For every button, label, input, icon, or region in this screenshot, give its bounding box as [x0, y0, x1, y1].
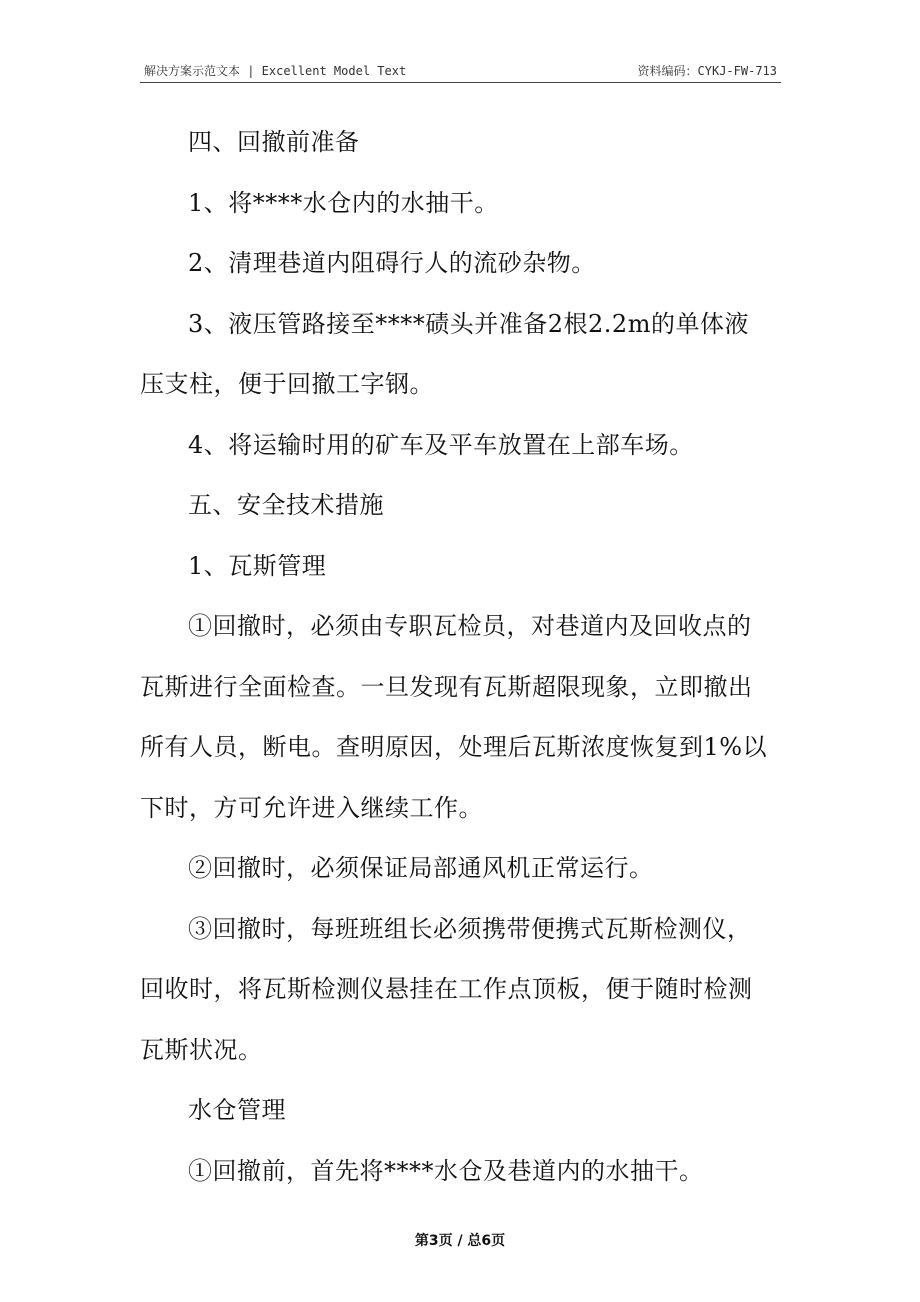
subheading-gas-management: 1、瓦斯管理 — [188, 551, 327, 580]
subheading-sump-management: 水仓管理 — [188, 1096, 286, 1124]
paragraph: ①回撤前，首先将****水仓及巷道内的水抽干。 — [188, 1156, 704, 1185]
paragraph: 4、将运输时用的矿车及平车放置在上部车场。 — [188, 430, 694, 459]
paragraph: 2、清理巷道内阻碍行人的流砂杂物。 — [188, 249, 596, 277]
header-title: 解决方案示范文本 | Excellent Model Text — [144, 64, 407, 78]
paragraph: ③回撤时，每班班组长必须携带便携式瓦斯检测仪，回收时，将瓦斯检测仪悬挂在工作点顶板，便于随时检测瓦斯状况。 — [140, 914, 753, 1064]
paragraph: ②回撤时，必须保证局部通风机正常运行。 — [188, 854, 654, 882]
header-divider — [140, 82, 781, 83]
section-heading-preparation: 四、回撤前准备 — [188, 128, 360, 156]
section-heading-safety: 五、安全技术措施 — [188, 491, 384, 519]
header-doc-code: 资料编码：CYKJ-FW-713 — [637, 64, 777, 78]
page-number: 第3页 / 总6页 — [414, 1233, 506, 1249]
paragraph: ①回撤时，必须由专职瓦检员，对巷道内及回收点的瓦斯进行全面检查。一旦发现有瓦斯超限现象，立即撤出所有人员，断电。查明原因，处理后瓦斯浓度恢复到1%以下时，方可允许进入继续工作。 — [140, 612, 768, 822]
paragraph: 1、将****水仓内的水抽干。 — [188, 188, 499, 217]
document-body — [140, 112, 770, 1201]
page-header — [140, 62, 781, 82]
paragraph: 3、液压管路接至****碛头并准备2根2.2m的单体液压支柱，便于回撤工字钢。 — [140, 309, 749, 398]
